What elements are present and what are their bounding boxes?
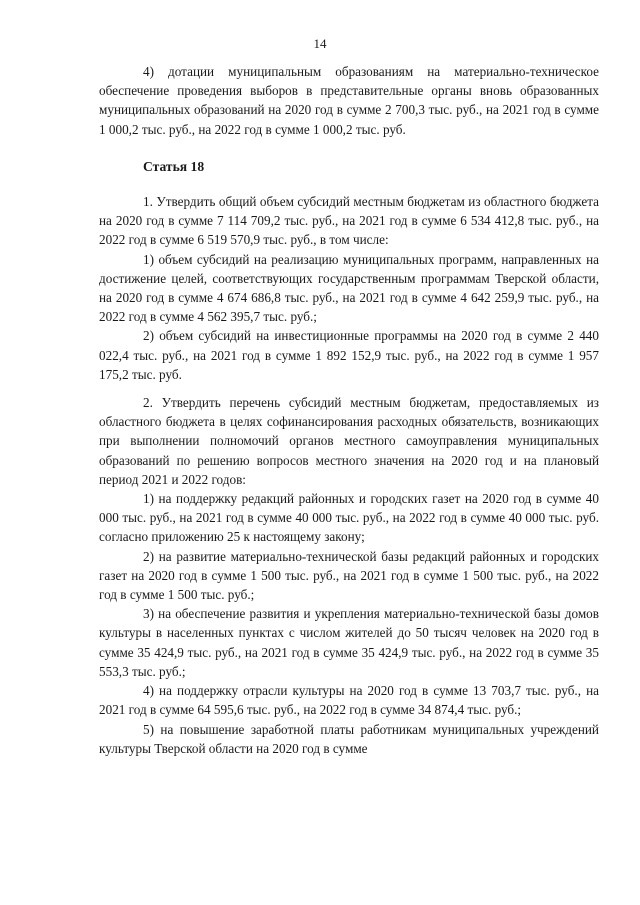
- page-number: 14: [313, 36, 327, 51]
- spacer: [99, 139, 599, 157]
- intro-paragraph: 4) дотации муниципальным образованиям на материально-техническое обеспечение проведения выборов в представительные органы вновь образованных муниципальных образований на 2020 год в сумме 2 700,3 тыс. руб., на 2021 год в сумме 1 000,2 тыс. руб., на 2022 год в сумме 1 000,2 тыс. руб.: [99, 64, 599, 137]
- document-body: [99, 62, 599, 758]
- article-heading: Статья 18: [143, 158, 205, 174]
- section-2-item-2: 2) на развитие материально-технической базы редакций районных и городских газет на 2020 год в сумме 1 500 тыс. руб., на 2021 год в сумме 1 500 тыс. руб., на 2022 год в сумме 1 500 тыс. руб.;: [99, 548, 599, 603]
- section-1-item-1: 1) объем субсидий на реализацию муниципальных программ, направленных на достижение целей, соответствующих государственным программам Тверской области, на 2020 год в сумме 4 674 686,8 тыс. руб., на 2021 год в сумме 4 642 259,9 тыс. руб., на 2022 год в сумме 4 562 395,7 тыс. руб.;: [99, 251, 599, 325]
- section-2-item-5: 5) на повышение заработной платы работникам муниципальных учреждений культуры Тверской области на 2020 год в сумме: [99, 721, 599, 756]
- section-1-item-2: 2) объем субсидий на инвестиционные программы на 2020 год в сумме 2 440 022,4 тыс. руб., на 2021 год в сумме 1 892 152,9 тыс. руб., на 2022 год в сумме 1 957 175,2 тыс. руб.: [99, 328, 599, 382]
- section-2-item-4: 4) на поддержку отрасли культуры на 2020 год в сумме 13 703,7 тыс. руб., на 2021 год в сумме 64 595,6 тыс. руб., на 2022 год в сумме 34 874,4 тыс. руб.;: [99, 683, 599, 718]
- section-2-lead: 2. Утвердить перечень субсидий местным бюджетам, предоставляемых из областного бюджета в целях софинансирования расходных обязательств, возникающих при выполнении полномочий органов местного самоуправления муниципальных образований по решению вопросов местного значения на 2020 год и на плановый период 2021 и 2022 годов:: [99, 395, 599, 487]
- section-2-item-3: 3) на обеспечение развития и укрепления материально-технической базы домов культуры в населенных пунктах с числом жителей до 50 тысяч человек на 2020 год в сумме 35 424,9 тыс. руб., на 2021 год в сумме 35 424,9 тыс. руб., на 2022 год в сумме 35 553,3 тыс. руб.;: [99, 606, 599, 679]
- section-2-item-1: 1) на поддержку редакций районных и городских газет на 2020 год в сумме 40 000 тыс. руб., на 2021 год в сумме 40 000 тыс. руб., на 2022 год в сумме 40 000 тыс. руб. согласно приложению 25 к настоящему закону;: [99, 491, 599, 545]
- section-1-lead: 1. Утвердить общий объем субсидий местным бюджетам из областного бюджета на 2020 год в сумме 7 114 709,2 тыс. руб., на 2021 год в сумме 6 534 412,8 тыс. руб., на 2022 год в сумме 6 519 570,9 тыс. руб., в том числе:: [99, 194, 599, 248]
- spacer: [99, 384, 599, 393]
